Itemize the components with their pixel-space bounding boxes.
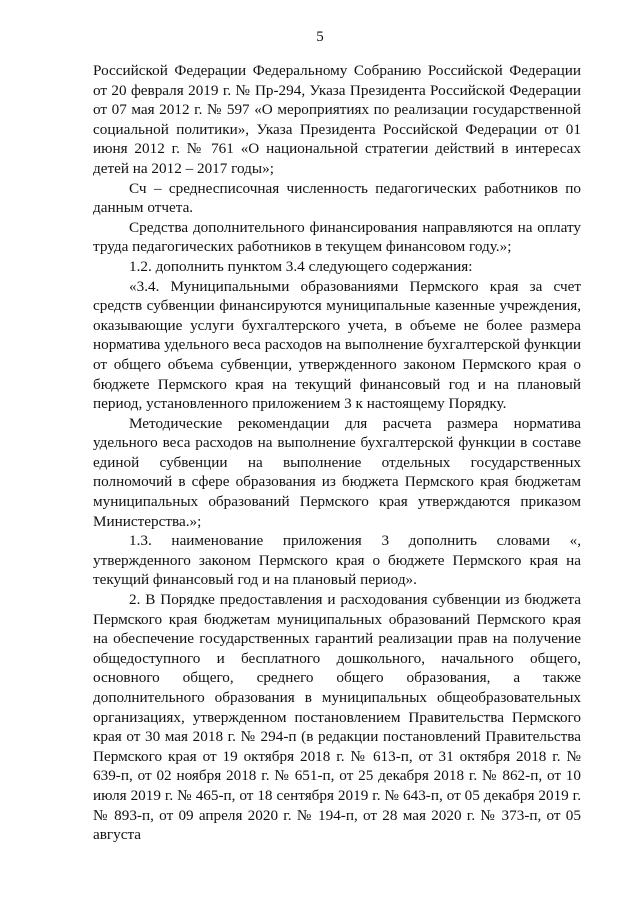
document-body	[93, 61, 581, 845]
paragraph-average-staff-count: Сч – среднесписочная численность педагогических работников по данным отчета.	[93, 179, 581, 217]
page-number: 5	[316, 29, 324, 45]
paragraph-amendment-1-3: 1.3. наименование приложения 3 дополнить словами «, утвержденного законом Пермского края о бюджете Пермского края на текущий финансовый год и на плановый период».	[93, 532, 581, 589]
paragraph-decree-references: Российской Федерации Федеральному Собранию Российской Федерации от 20 февраля 2019 г. № Пр-294, Указа Президента Российской Федерации от 07 мая 2012 г. № 597 «О мероприятиях по реализации государственной социальной политики», Указа Президента Российской Федерации от 01 июня 2012 г. № 761 «О национальной стратегии действий в интересах детей на 2012 – 2017 годы»;	[93, 62, 581, 177]
paragraph-clause-3-4: «3.4. Муниципальными образованиями Пермского края за счет средств субвенции финансируются муниципальные казенные учреждения, оказывающие услуги бухгалтерского учета, в объеме не более размера норматива удельного веса расходов на выполнение бухгалтерской функции от общего объема субвенции, утвержденного законом Пермского края о бюджете Пермского края на текущий финансовый год и на плановый период, установленного приложением 3 к настоящему Порядку.	[93, 277, 581, 413]
paragraph-amendment-2: 2. В Порядке предоставления и расходования субвенции из бюджета Пермского края бюджетам муниципальных образований Пермского края на обеспечение государственных гарантий реализации прав на получение общедоступного и бесплатного дошкольного, начального общего, основного общего, среднего общего образования, а также дополнительного образования в муниципальных общеобразовательных организациях, утвержденном постановлением Правительства Пермского края от 30 мая 2018 г. № 294-п (в редакции постановлений Правительства Пермского края от 19 октября 2018 г. № 613-п, от 31 октября 2018 г. № 639-п, от 02 ноября 2018 г. № 651-п, от 25 декабря 2018 г. № 862-п, от 10 июля 2019 г. № 465-п, от 18 сентября 2019 г. № 643-п, от 05 декабря 2019 г. № 893-п, от 09 апреля 2020 г. № 194-п, от 28 мая 2020 г. № 373-п, от 05 августа	[93, 591, 581, 844]
paragraph-methodical-recommendations: Методические рекомендации для расчета размера норматива удельного веса расходов на выполнение бухгалтерской функции в составе единой субвенции на выполнение отдельных государственных полномочий в сфере образования из бюджета Пермского края бюджетам муниципальных образований Пермского края утверждаются приказом Министерства.»;	[93, 414, 581, 530]
paragraph-additional-funding: Средства дополнительного финансирования направляются на оплату труда педагогических работников в текущем финансовом году.»;	[93, 218, 581, 256]
paragraph-amendment-1-2: 1.2. дополнить пунктом 3.4 следующего содержания:	[129, 257, 473, 275]
